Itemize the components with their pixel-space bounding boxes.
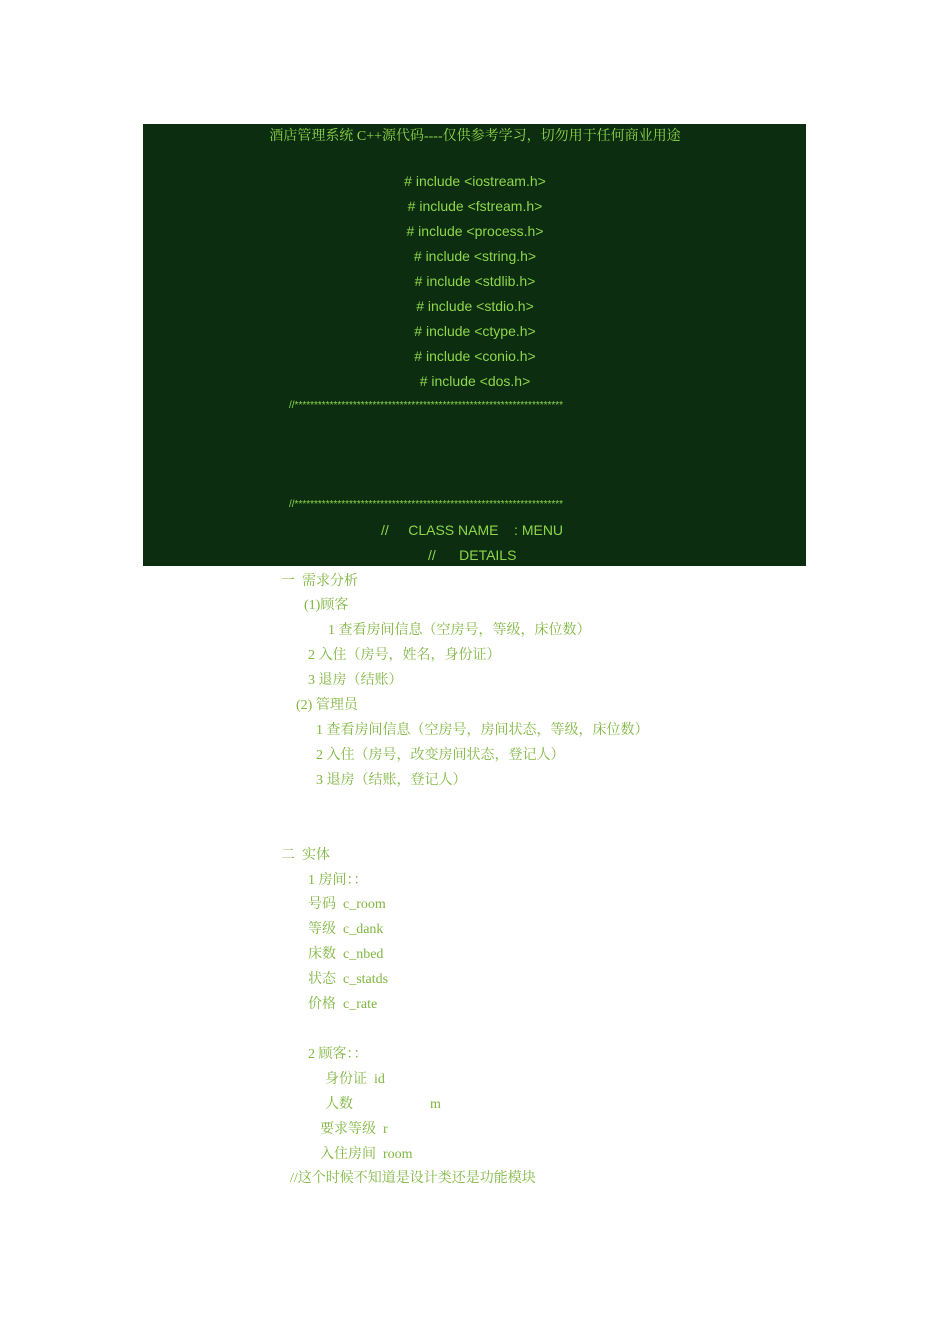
entity-field: 床数 c_nbed [308,947,384,962]
entity-field: 号码 c_room [308,897,386,912]
include-line: # include <conio.h> [414,348,536,364]
list-item: 2 入住（房号，改变房间状态，登记人） [316,748,565,763]
entity-field: 人数 m [325,1097,441,1112]
comment-separator-top: //********************************************************************* [289,400,564,411]
customer-entity-label: 2 顾客：： [308,1047,368,1062]
include-line: # include <string.h> [413,248,537,264]
include-line: # include <process.h> [406,223,544,239]
include-line: # include <ctype.h> [414,323,536,339]
include-line: # include <stdlib.h> [414,273,536,289]
section-heading-entities: 二 实体 [281,848,330,863]
list-item: 3 退房（结账，登记人） [316,773,467,788]
entity-field: 等级 c_dank [308,922,384,937]
entity-field: 入住房间 room [320,1147,413,1162]
include-line: # include <iostream.h> [404,173,546,189]
admin-label: (2) 管理员 [296,698,358,713]
details-comment: // DETAILS [428,547,517,563]
list-item: 1 查看房间信息（空房号，等级，床位数） [328,623,591,638]
include-line: # include <stdio.h> [416,298,534,314]
class-name-comment: // CLASS NAME : MENU [381,522,564,538]
entity-field: 价格 c_rate [308,997,378,1012]
entity-field: 状态 c_statds [308,972,389,987]
document-title: 酒店管理系统 C++源代码----仅供参考学习，切勿用于任何商业用途 [269,129,681,144]
room-label: 1 房间：： [308,873,368,888]
comment-separator-bottom: //********************************************************************* [289,499,564,510]
list-item: 3 退房（结账） [308,673,403,688]
design-note-comment: //这个时候不知道是设计类还是功能模块 [290,1171,536,1186]
section-heading-requirements: 一 需求分析 [281,574,358,589]
customer-label: (1)顾客 [304,598,349,613]
list-item: 2 入住（房号，姓名，身份证） [308,648,501,663]
entity-field: 身份证 id [325,1072,385,1087]
include-line: # include <fstream.h> [407,198,543,214]
list-item: 1 查看房间信息（空房号，房间状态，等级，床位数） [316,723,649,738]
entity-field: 要求等级 r [320,1122,388,1137]
include-line: # include <dos.h> [419,373,531,389]
